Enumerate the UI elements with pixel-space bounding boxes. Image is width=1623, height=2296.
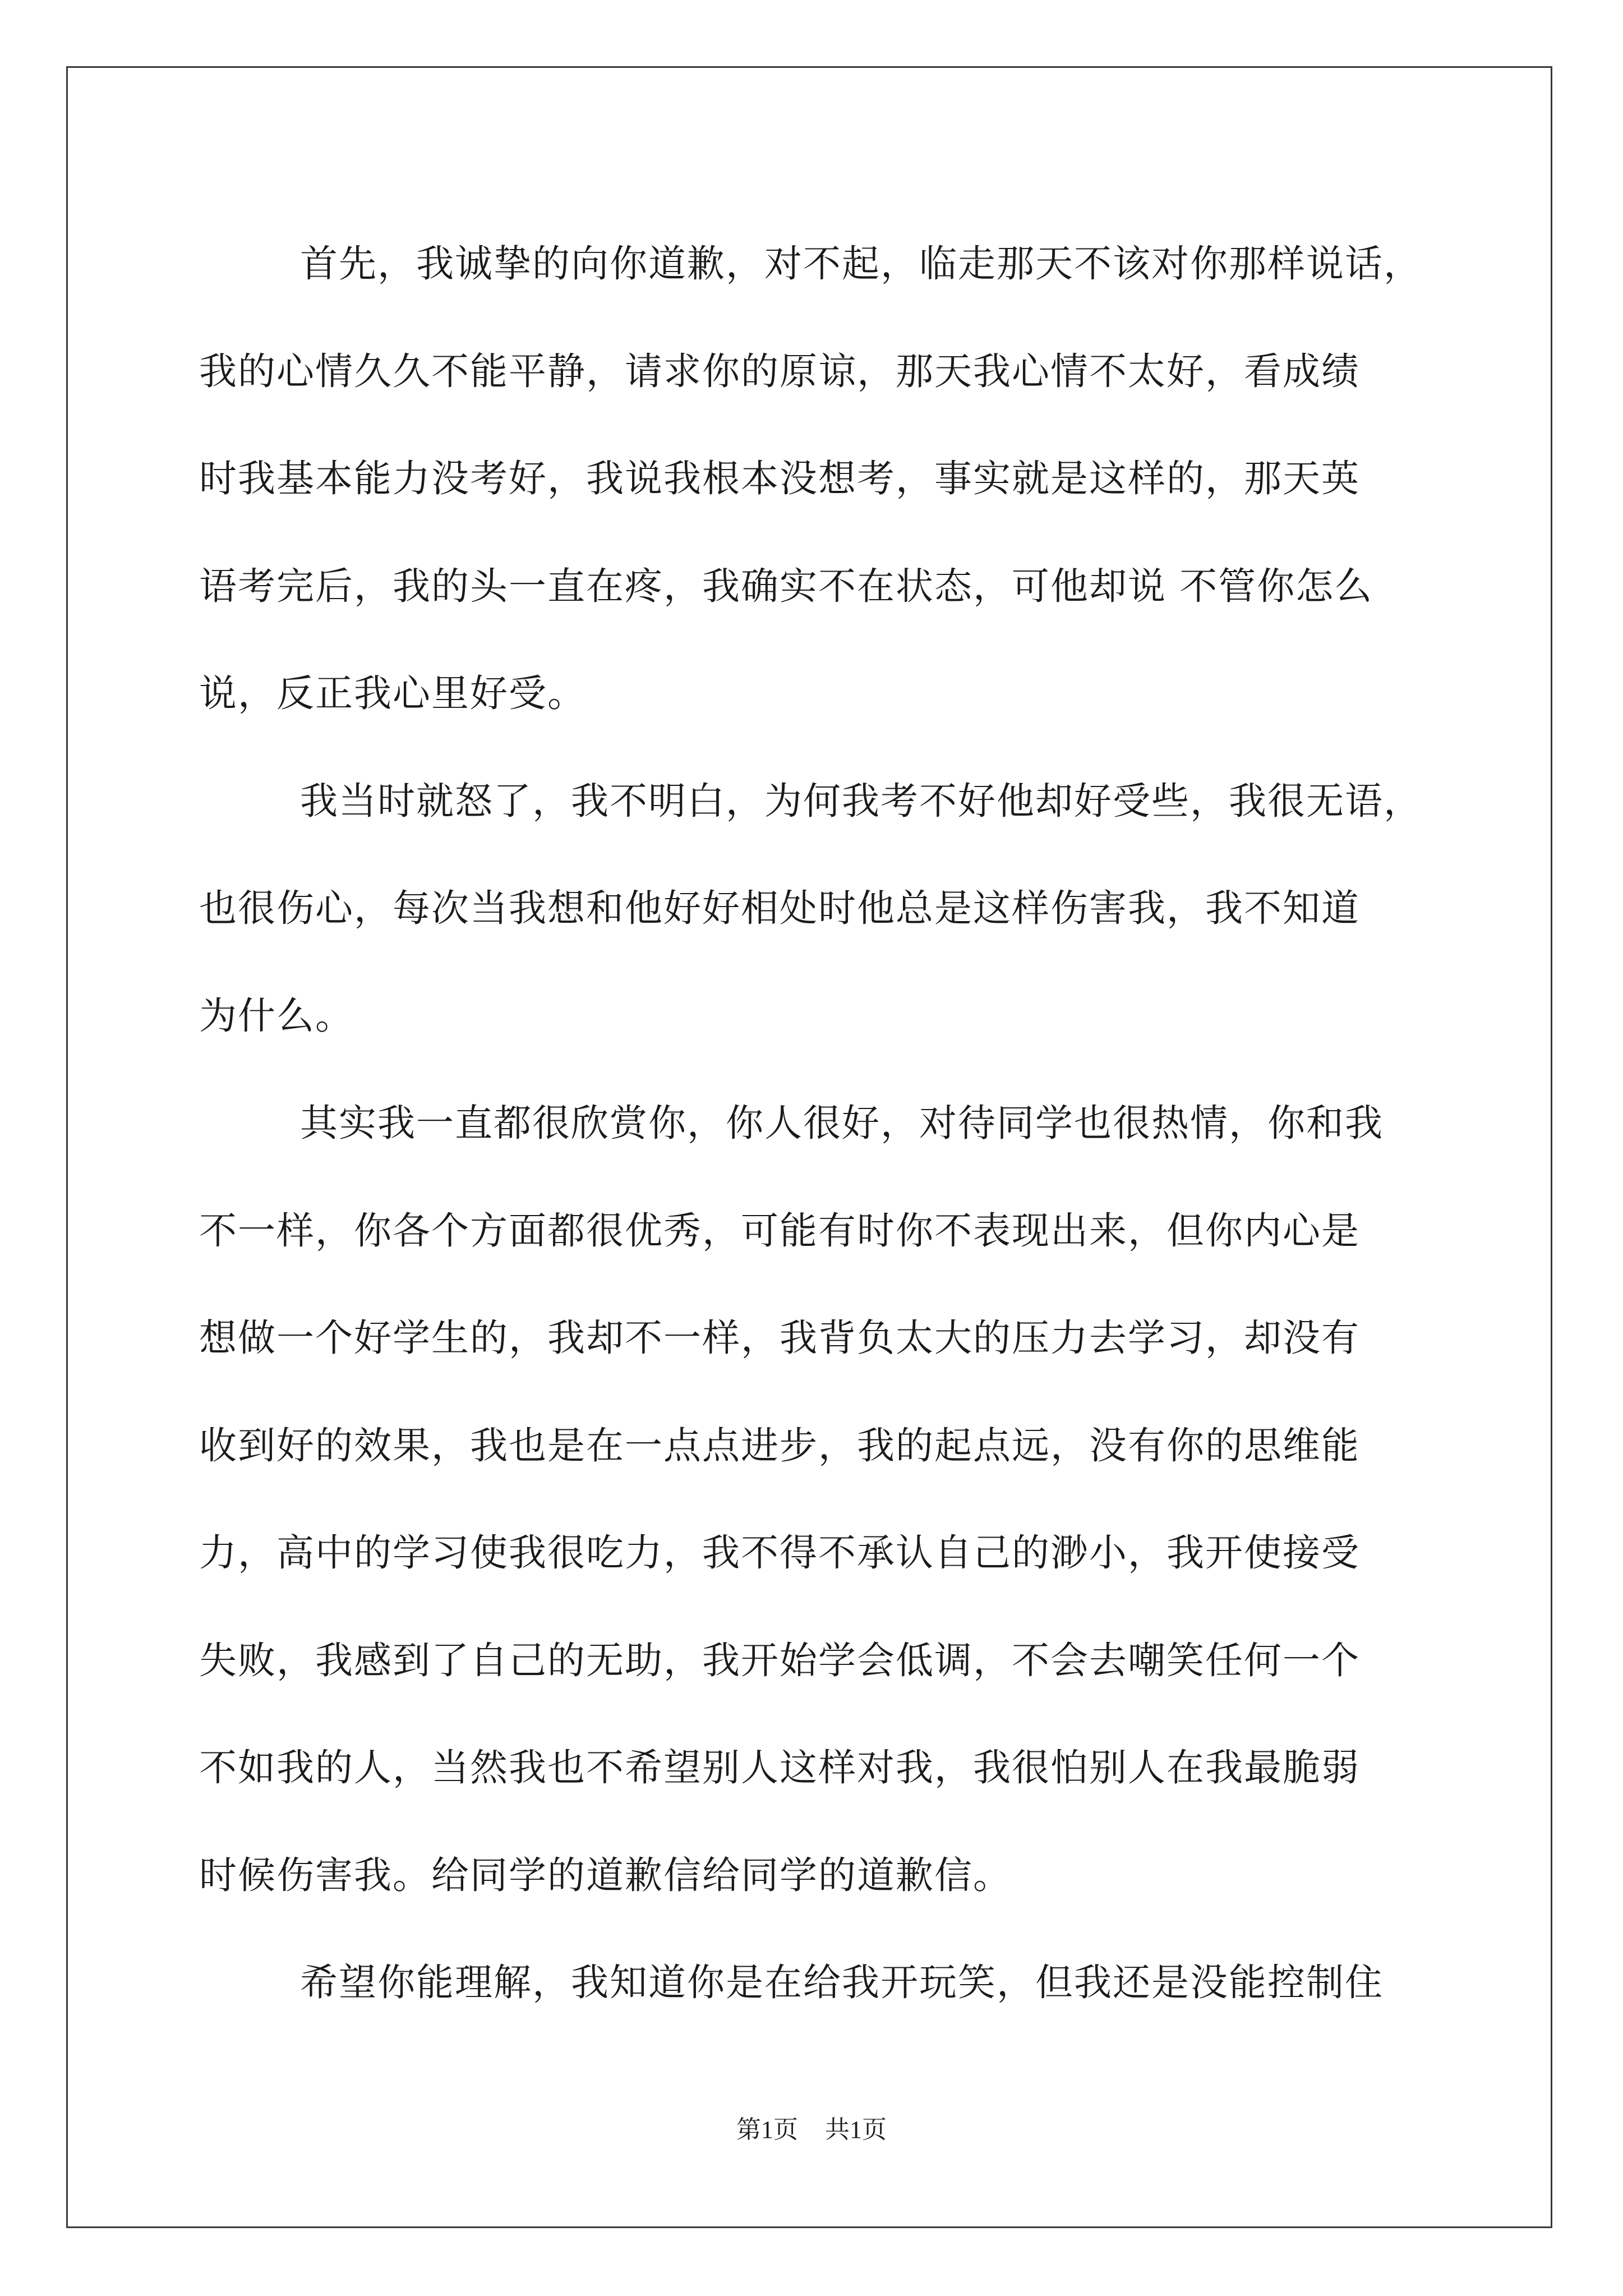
paragraph-3: [199, 1070, 1433, 1929]
paragraph-4: [199, 1929, 1433, 2037]
paragraph-2: [199, 748, 1433, 1070]
text-line: 首先，我诚挚的向你道歉，对不起，临走那天不该对你那样说话，: [300, 242, 1422, 286]
text-line: 希望你能理解，我知道你是在给我开玩笑，但我还是没能控制住: [300, 1961, 1384, 2004]
text-line: 为什么。: [199, 993, 354, 1038]
text-line: 时候伤害我。给同学的道歉信给同学的道歉信。: [199, 1853, 1012, 1897]
text-line: 我的心情久久不能平静，请求你的原谅，那天我心情不太好，看成绩: [199, 349, 1360, 393]
text-line: 不一样，你各个方面都很优秀，可能有时你不表现出来，但你内心是: [199, 1208, 1360, 1253]
page-number: 第1页: [736, 2116, 798, 2143]
page-total: 共1页: [825, 2116, 887, 2143]
document-body: [199, 210, 1433, 2037]
text-line: 语考完后，我的头一直在疼，我确实不在状态，可他却说 不管你怎么: [199, 564, 1373, 608]
text-line: 想做一个好学生的，我却不一样，我背负太大的压力去学习，却没有: [199, 1316, 1360, 1360]
text-line: 我当时就怒了，我不明白，为何我考不好他却好受些，我很无语，: [300, 779, 1422, 823]
text-line: 说，反正我心里好受。: [199, 671, 586, 715]
paragraph-1: [199, 210, 1433, 748]
text-line: 时我基本能力没考好，我说我根本没想考，事实就是这样的，那天英: [199, 457, 1360, 500]
text-line: 其实我一直都很欣赏你，你人很好，对待同学也很热情，你和我: [300, 1101, 1384, 1145]
text-line: 失败，我感到了自己的无助，我开始学会低调，不会去嘲笑任何一个: [199, 1638, 1360, 1682]
text-line: 收到好的效果，我也是在一点点进步，我的起点远，没有你的思维能: [199, 1423, 1360, 1467]
text-line: 不如我的人，当然我也不希望别人这样对我，我很怕别人在我最脆弱: [199, 1746, 1360, 1789]
text-line: 力，高中的学习使我很吃力，我不得不承认自己的渺小，我开使接受: [199, 1531, 1360, 1575]
text-line: 也很伤心，每次当我想和他好好相处时他总是这样伤害我，我不知道: [199, 886, 1360, 930]
page-footer: [0, 2113, 1623, 2147]
